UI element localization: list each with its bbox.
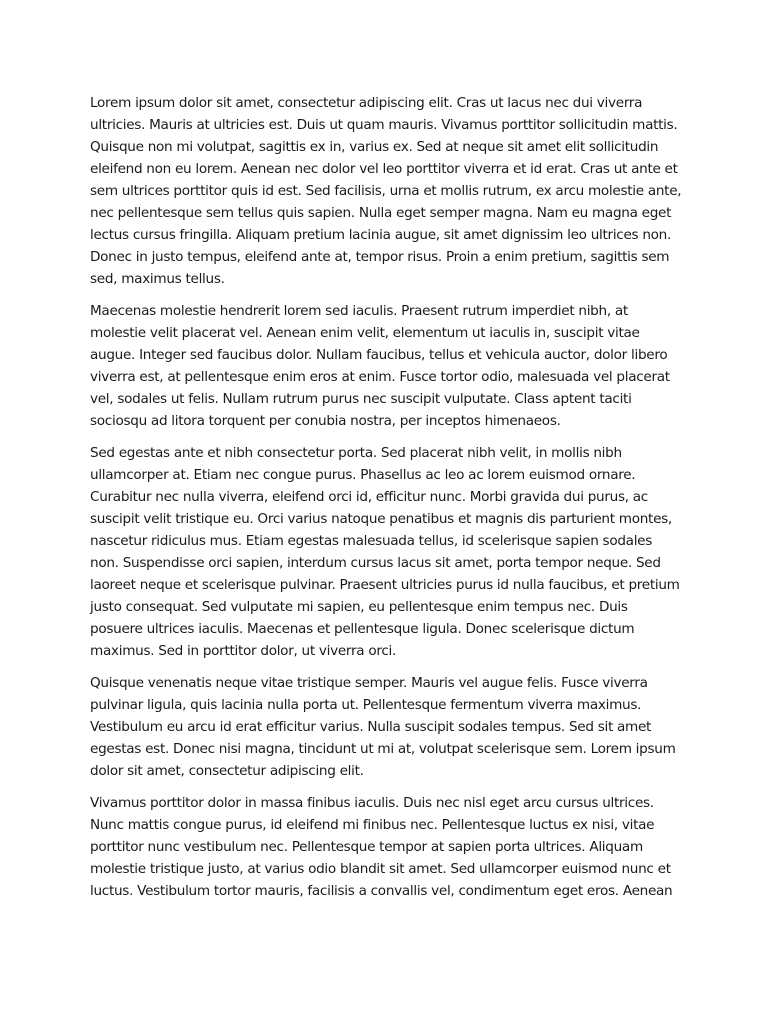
paragraph-4: Quisque venenatis neque vitae tristique semper. Mauris vel augue felis. Fusce viverra pulvinar ligula, quis lacinia nulla porta ut. Pellentesque fermentum viverra maximus. Vestibulum eu arcu id erat efficitur varius. Nulla suscipit sodales tempus. Sed sit amet egestas est. Donec nisi magna, tincidunt ut mi at, volutpat scelerisque sem. Lorem ipsum dolor sit amet, consectetur adipiscing elit.	[90, 675, 676, 779]
paragraph-3: Sed egestas ante et nibh consectetur porta. Sed placerat nibh velit, in mollis nibh ullamcorper at. Etiam nec congue purus. Phasellus ac leo ac lorem euismod ornare. Curabitur nec nulla viverra, eleifend orci id, efficitur nunc. Morbi gravida dui purus, ac suscipit velit tristique eu. Orci varius natoque penatibus et magnis dis parturient montes, nascetur ridiculus mus. Etiam egestas malesuada tellus, id scelerisque sapien sodales non. Suspendisse orci sapien, interdum cursus lacus sit amet, porta tempor neque. Sed laoreet neque et scelerisque pulvinar. Praesent ultricies purus id nulla faucibus, et pretium justo consequat. Sed vulputate mi sapien, eu pellentesque enim tempus nec. Duis posuere ultrices iaculis. Maecenas et pellentesque ligula. Donec scelerisque dictum maximus. Sed in porttitor dolor, ut viverra orci.	[90, 445, 680, 659]
paragraph-2: Maecenas molestie hendrerit lorem sed iaculis. Praesent rutrum imperdiet nibh, at molestie velit placerat vel. Aenean enim velit, elementum ut iaculis in, suscipit vitae augue. Integer sed faucibus dolor. Nullam faucibus, tellus et vehicula auctor, dolor libero viverra est, at pellentesque enim eros at enim. Fusce tortor odio, malesuada vel placerat vel, sodales ut felis. Nullam rutrum purus nec suscipit vulputate. Class aptent taciti sociosqu ad litora torquent per conubia nostra, per inceptos himenaeos.	[90, 303, 670, 429]
paragraph-5: Vivamus porttitor dolor in massa finibus iaculis. Duis nec nisl eget arcu cursus ultrices. Nunc mattis congue purus, id eleifend mi finibus nec. Pellentesque luctus ex nisi, vitae porttitor nunc vestibulum nec. Pellentesque tempor at sapien porta ultrices. Aliquam molestie tristique justo, at varius odio blandit sit amet. Sed ullamcorper euismod nunc et luctus. Vestibulum tortor mauris, facilisis a convallis vel, condimentum eget eros. Aenean	[90, 795, 673, 899]
document-page	[90, 92, 682, 912]
paragraph-1: Lorem ipsum dolor sit amet, consectetur adipiscing elit. Cras ut lacus nec dui viverra ultricies. Mauris at ultricies est. Duis ut quam mauris. Vivamus porttitor sollicitudin mattis. Quisque non mi volutpat, sagittis ex in, varius ex. Sed at neque sit amet elit sollicitudin eleifend non eu lorem. Aenean nec dolor vel leo porttitor viverra et id erat. Cras ut ante et sem ultrices porttitor quis id est. Sed facilisis, urna et mollis rutrum, ex arcu molestie ante, nec pellentesque sem tellus quis sapien. Nulla eget semper magna. Nam eu magna eget lectus cursus fringilla. Aliquam pretium lacinia augue, sit amet dignissim leo ultrices non. Donec in justo tempus, eleifend ante at, tempor risus. Proin a enim pretium, sagittis sem sed, maximus tellus.	[90, 95, 682, 287]
